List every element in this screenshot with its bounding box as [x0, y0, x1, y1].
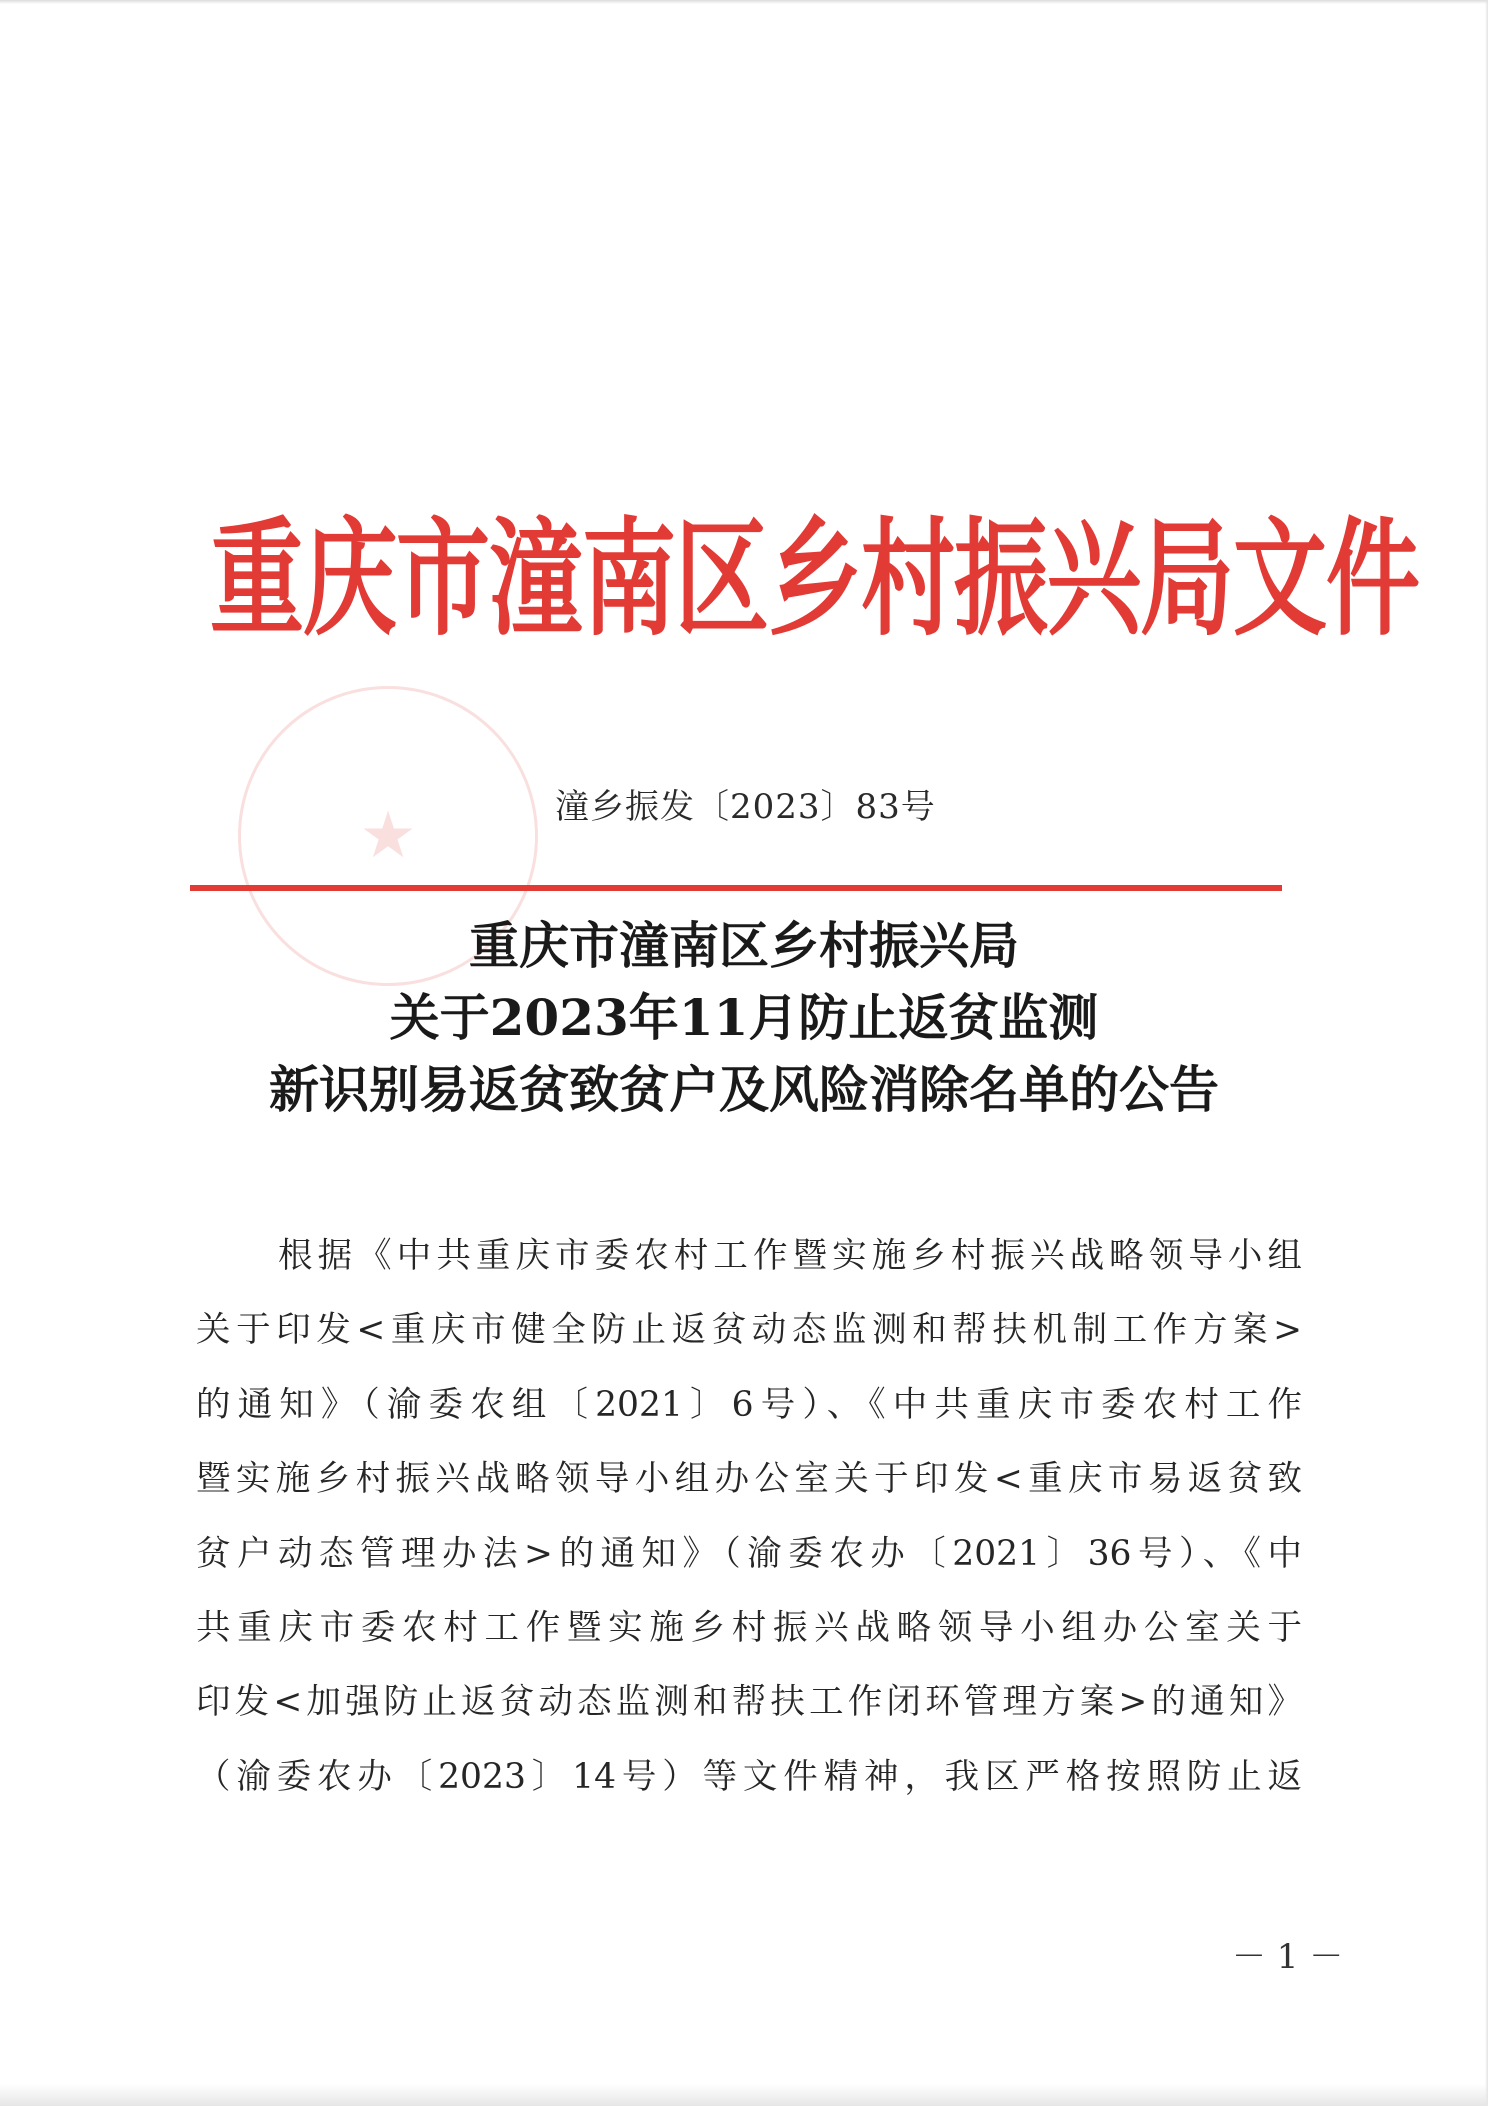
issuer-header-title: 重庆市潼南区乡村振兴局文件	[210, 505, 1420, 655]
body-line-4: 暨实施乡村振兴战略领导小组办公室关于印发<重庆市易返贫致	[196, 1459, 1302, 1500]
notice-title-line-3: 新识别易返贫致贫户及风险消除名单的公告	[269, 1060, 1219, 1119]
notice-title-line-1: 重庆市潼南区乡村振兴局	[469, 916, 1019, 975]
body-line-5: 贫户动态管理办法>的通知》（渝委农办〔2021〕36号）、《中	[196, 1533, 1302, 1574]
notice-title	[150, 910, 1338, 1126]
red-divider-rule	[190, 885, 1282, 891]
page-edge-top	[0, 0, 1488, 4]
body-line-6: 共重庆市委农村工作暨实施乡村振兴战略领导小组办公室关于	[196, 1608, 1302, 1649]
notice-title-line-2: 关于2023年11月防止返贫监测	[389, 988, 1099, 1047]
document-number: 潼乡振发〔2023〕83号	[555, 787, 936, 827]
page-number: － 1 －	[1232, 1937, 1344, 1977]
body-paragraph	[196, 1219, 1302, 1814]
page-edge-bottom	[0, 2084, 1488, 2106]
body-line-8: （渝委农办〔2023〕14号）等文件精神，我区严格按照防止返	[196, 1756, 1302, 1797]
body-line-7: 印发<加强防止返贫动态监测和帮扶工作闭环管理方案>的通知》	[196, 1682, 1302, 1723]
seal-star-icon: ★	[359, 799, 417, 873]
body-line-2: 关于印发<重庆市健全防止返贫动态监测和帮扶机制工作方案>	[196, 1310, 1302, 1351]
body-line-1: 根据《中共重庆市委农村工作暨实施乡村振兴战略领导小组	[278, 1236, 1302, 1276]
body-line-3: 的通知》（渝委农组〔2021〕6号）、《中共重庆市委农村工作	[196, 1384, 1302, 1425]
